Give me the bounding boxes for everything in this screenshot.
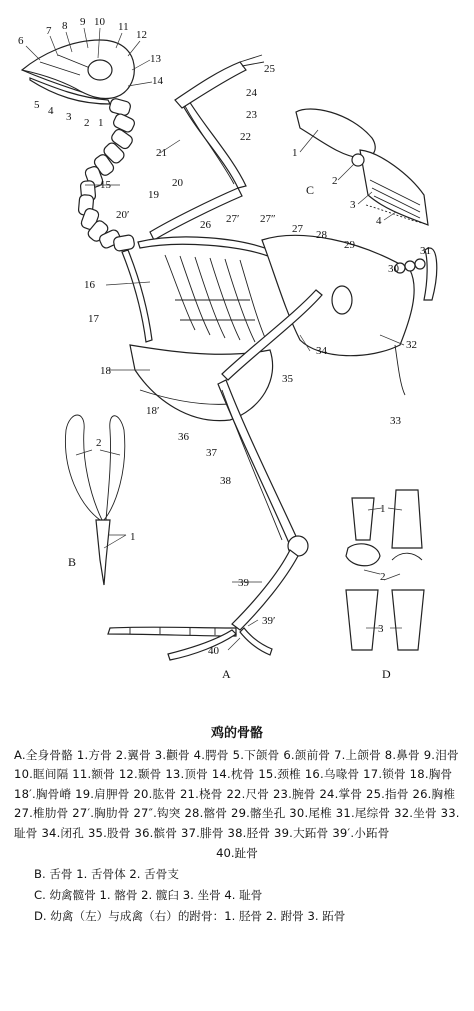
svg-text:5: 5 bbox=[34, 99, 40, 111]
panel-d-tarsals bbox=[346, 490, 424, 681]
svg-text:27″: 27″ bbox=[260, 213, 276, 225]
radius-ulna bbox=[180, 96, 246, 188]
legend-b: B. 舌骨 1. 舌骨体 2. 舌骨支 bbox=[34, 867, 179, 882]
svg-text:7: 7 bbox=[46, 25, 52, 37]
label-c: 1 bbox=[292, 147, 298, 159]
svg-text:31: 31 bbox=[420, 245, 431, 257]
label-d: 1 bbox=[380, 503, 386, 515]
svg-text:20′: 20′ bbox=[116, 209, 130, 221]
tibiotarsus bbox=[218, 380, 300, 550]
svg-text:19: 19 bbox=[148, 189, 159, 201]
svg-text:36: 36 bbox=[178, 431, 189, 443]
svg-text:24: 24 bbox=[246, 87, 257, 99]
figure-title: 鸡的骨骼 bbox=[210, 726, 263, 741]
svg-text:33: 33 bbox=[390, 415, 401, 427]
svg-text:20: 20 bbox=[172, 177, 183, 189]
panel-b-hyoid bbox=[65, 415, 135, 585]
svg-text:3: 3 bbox=[66, 111, 72, 123]
svg-text:9: 9 bbox=[80, 16, 86, 28]
figure-caption bbox=[0, 700, 474, 927]
svg-text:12: 12 bbox=[136, 29, 147, 41]
svg-text:32: 32 bbox=[406, 339, 417, 351]
svg-text:2: 2 bbox=[332, 175, 338, 187]
svg-text:16: 16 bbox=[84, 279, 95, 291]
svg-text:10: 10 bbox=[94, 16, 105, 28]
svg-text:2: 2 bbox=[380, 571, 386, 583]
svg-text:2: 2 bbox=[84, 117, 90, 129]
svg-text:4: 4 bbox=[48, 105, 54, 117]
svg-text:25: 25 bbox=[264, 63, 275, 75]
svg-text:14: 14 bbox=[152, 75, 163, 87]
svg-text:23: 23 bbox=[246, 109, 257, 121]
coracoid bbox=[122, 250, 152, 342]
svg-text:3: 3 bbox=[350, 199, 356, 211]
ribs bbox=[165, 255, 266, 342]
svg-text:3: 3 bbox=[378, 623, 384, 635]
svg-text:17: 17 bbox=[88, 313, 99, 325]
svg-text:4: 4 bbox=[376, 215, 382, 227]
svg-text:29: 29 bbox=[344, 239, 355, 251]
svg-text:15: 15 bbox=[100, 179, 111, 191]
svg-text:21: 21 bbox=[156, 147, 167, 159]
svg-text:26: 26 bbox=[200, 219, 211, 231]
panel-a-letter: A bbox=[222, 667, 231, 681]
svg-text:38: 38 bbox=[220, 475, 231, 487]
svg-text:8: 8 bbox=[62, 20, 68, 32]
scapula bbox=[138, 237, 270, 256]
svg-text:40: 40 bbox=[208, 645, 219, 657]
svg-text:27′: 27′ bbox=[226, 213, 240, 225]
svg-text:30: 30 bbox=[388, 263, 399, 275]
svg-text:39′: 39′ bbox=[262, 615, 276, 627]
svg-text:35: 35 bbox=[282, 373, 293, 385]
svg-text:18: 18 bbox=[100, 365, 111, 377]
svg-text:13: 13 bbox=[150, 53, 161, 65]
toes bbox=[108, 627, 272, 660]
panel-b-letter: B bbox=[68, 555, 77, 569]
svg-text:27: 27 bbox=[292, 223, 303, 235]
label-a: 6 bbox=[18, 35, 24, 47]
legend-a: A.全身骨骼 1.方骨 2.翼骨 3.颧骨 4.腭骨 5.下颌骨 6.颌前骨 7.上颌骨 8.鼻骨 9.泪骨 10.眶间隔 11.额骨 12.颞骨 13.顶骨 14.枕骨 15.颈椎 16.乌喙骨 17.锁骨 18.胸骨 18′.胸骨嵴 19.肩胛骨 20.肱骨 21.桡骨 22.尺骨 23.腕骨 24.掌骨 25.指骨 26.胸椎 27.椎肋骨 27′.胸肋骨 27″.钩突 28.髂骨 29.髂坐孔 30.尾椎 31.尾综骨 32.坐骨 33.耻骨 34.闭孔 35.股骨 36.髌骨 37.腓骨 38.胫骨 39.大跖骨 39′.小跖骨 bbox=[14, 748, 460, 840]
skeleton-drawing bbox=[22, 40, 437, 660]
legend-d: D. 幼禽（左）与成禽（右）的跗骨：1. 胫骨 2. 跗骨 3. 跖骨 bbox=[34, 909, 346, 924]
carpals-metacarpals bbox=[175, 62, 246, 108]
svg-text:18′: 18′ bbox=[146, 405, 160, 417]
svg-text:1: 1 bbox=[98, 117, 104, 129]
legend-c: C. 幼禽髋骨 1. 髂骨 2. 髋臼 3. 坐骨 4. 耻骨 bbox=[34, 888, 263, 903]
svg-text:22: 22 bbox=[240, 131, 251, 143]
svg-text:1: 1 bbox=[130, 531, 136, 543]
svg-text:34: 34 bbox=[316, 345, 327, 357]
label-b: 2 bbox=[96, 437, 102, 449]
svg-text:37: 37 bbox=[206, 447, 217, 459]
svg-text:28: 28 bbox=[316, 229, 327, 241]
legend-a-last: 40.趾骨 bbox=[216, 846, 258, 861]
svg-text:11: 11 bbox=[118, 21, 129, 33]
panel-c-letter: C bbox=[306, 183, 315, 197]
svg-text:39: 39 bbox=[238, 577, 249, 589]
panel-c-pelvis bbox=[292, 109, 428, 227]
panel-d-letter: D bbox=[382, 667, 391, 681]
